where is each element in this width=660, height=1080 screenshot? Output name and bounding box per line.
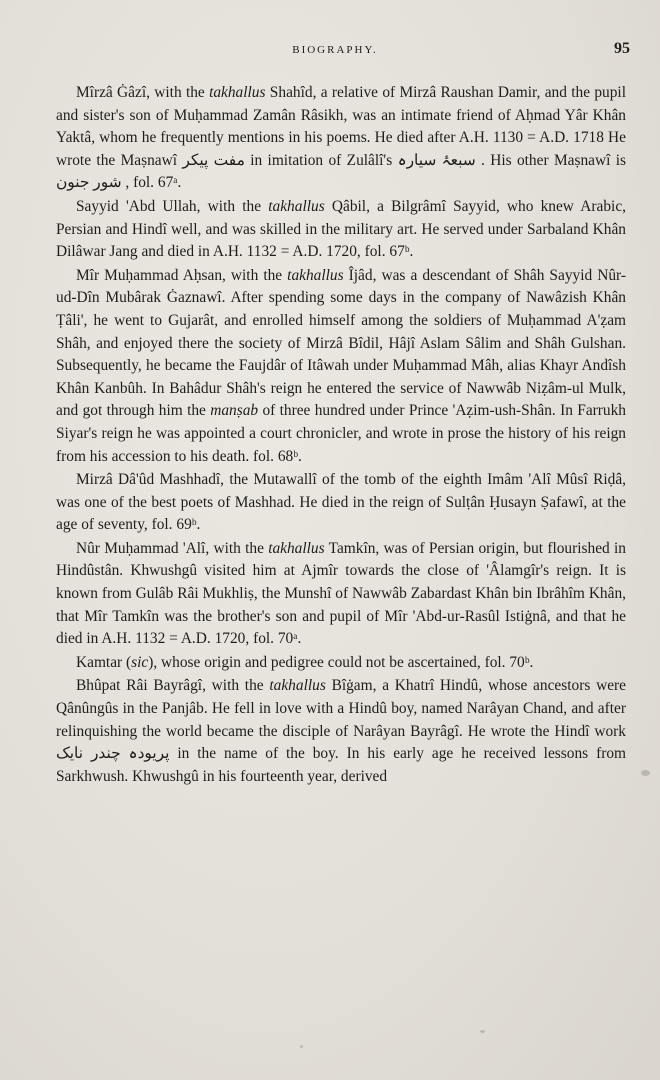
paper-speck — [60, 430, 64, 433]
page-header — [40, 40, 630, 60]
paper-speck — [641, 770, 650, 776]
entry-mirza-gazi: Mîrzâ Ġâzî, with the takhallus Shahîd, a relative of Mirzâ Raushan Damir, and the pupil and sister's son of Muḥammad Zamân Râsikh, was an intimate friend of Aḥmad Yâr Khân Yaktâ, whom he frequently mentions in his poems. He died after A.H. 1130 = A.D. 1718 He wrote the Maṣnawî مفت پیکر in imitation of Zulâlî's سبعۂ سیارہ . His other Maṣnawî is شور جنون , fol. 67ᵃ. — [56, 84, 627, 192]
paper-speck — [480, 1030, 485, 1033]
entry-kamtar: Kamtar (sic), whose origin and pedigree could not be ascertained, fol. 70ᵇ. — [76, 653, 534, 671]
paper-speck — [300, 1045, 303, 1048]
italic-term: takhallus — [268, 539, 325, 557]
body-text — [56, 82, 626, 788]
italic-term: takhallus — [269, 677, 326, 695]
running-head: BIOGRAPHY. — [292, 44, 378, 56]
italic-term: takhallus — [268, 197, 325, 215]
entry-nur-muhammad-ali: Nûr Muḥammad 'Alî, with the takhallus Tamkîn, was of Persian origin, but flourished in Hindûstân. Khwushgû visited him at Ajmîr towards the close of 'Âlamgîr's reign. It is known from Gulâb Râi Mukhliṣ, the Munshî of Nawwâb Zabardast Khân bin Ibrâhîm Khân, that Mîr Tamkîn was the brother's son and pupil of Mîr 'Abd-ur-Rasûl Istiġnâ, and that he died in A.H. 1132 = A.D. 1720, fol. 70ᵃ. — [56, 539, 626, 648]
entry-mirza-daud: Mirzâ Dâ'ûd Mashhadî, the Mutawallî of the tomb of the eighth Imâm 'Alî Mûsî Riḍâ, was one of the best poets of Mashhad. He died in the reign of Sulṭân Ḥusayn Ṣafawî, at the age of seventy, fol. 69ᵇ. — [56, 471, 626, 534]
entry-mir-muhammad-ahsan: Mîr Muḥammad Aḥsan, with the takhallus Îjâd, was a descendant of Shâh Sayyid Nûr-ud-Dîn Mubârak Ġaznawî. After spending some days in the company of Nawâzish Khân Ṭâli', he went to Gujarât, and enrolled himself among the soldiers of Muḥammad A'ẓam Shâh, and enjoyed there the society of Mirzâ Bîdil, Hâjî Aslam Sâlim and Shâh Gulshan. Subsequently, he became the Faujdâr of Itâwah under Muḥammad Mâh, alias Khayr Andîsh Khân Kanbûh. In Bahâdur Shâh's reign he entered the service of Nawwâb Niẓâm-ul Mulk, and got through him the manṣab of three hundred under Prince 'Aẓim-ush-Shân. In Farrukh Siyar's reign he was appointed a court chronicler, and wrote in prose the history of his reign from his accession to his death. fol. 68ᵇ. — [56, 266, 627, 465]
page-number: 95 — [614, 40, 630, 57]
entry-bhupat-rai: Bhûpat Râi Bayrâgî, with the takhallus Bîġam, a Khatrî Hindû, whose ancestors were Qânûngûs in the Panjâb. He fell in love with a Hindû boy, named Narâyan Chand, and after relinquishing the world became the disciple of Narâyan Bayrâgî. He wrote the Hindî work پریودہ چندر نایک in the name of the boy. In his early age he received lessons from Sarkhwush. Khwushgû in his fourteenth year, derived — [56, 677, 626, 785]
italic-term: takhallus — [287, 266, 344, 284]
italic-term: takhallus — [209, 84, 266, 101]
italic-term: manṣab — [210, 402, 259, 420]
entry-sayyid-abd-ullah: Sayyid 'Abd Ullah, with the takhallus Qâbil, a Bilgrâmî Sayyid, who knew Arabic, Persian and Hindî well, and was skilled in the military art. He served under Sarbaland Khân Dilâwar Jang and died in A.H. 1132 = A.D. 1720, fol. 67ᵇ. — [56, 197, 626, 261]
italic-term: sic — [131, 653, 149, 671]
